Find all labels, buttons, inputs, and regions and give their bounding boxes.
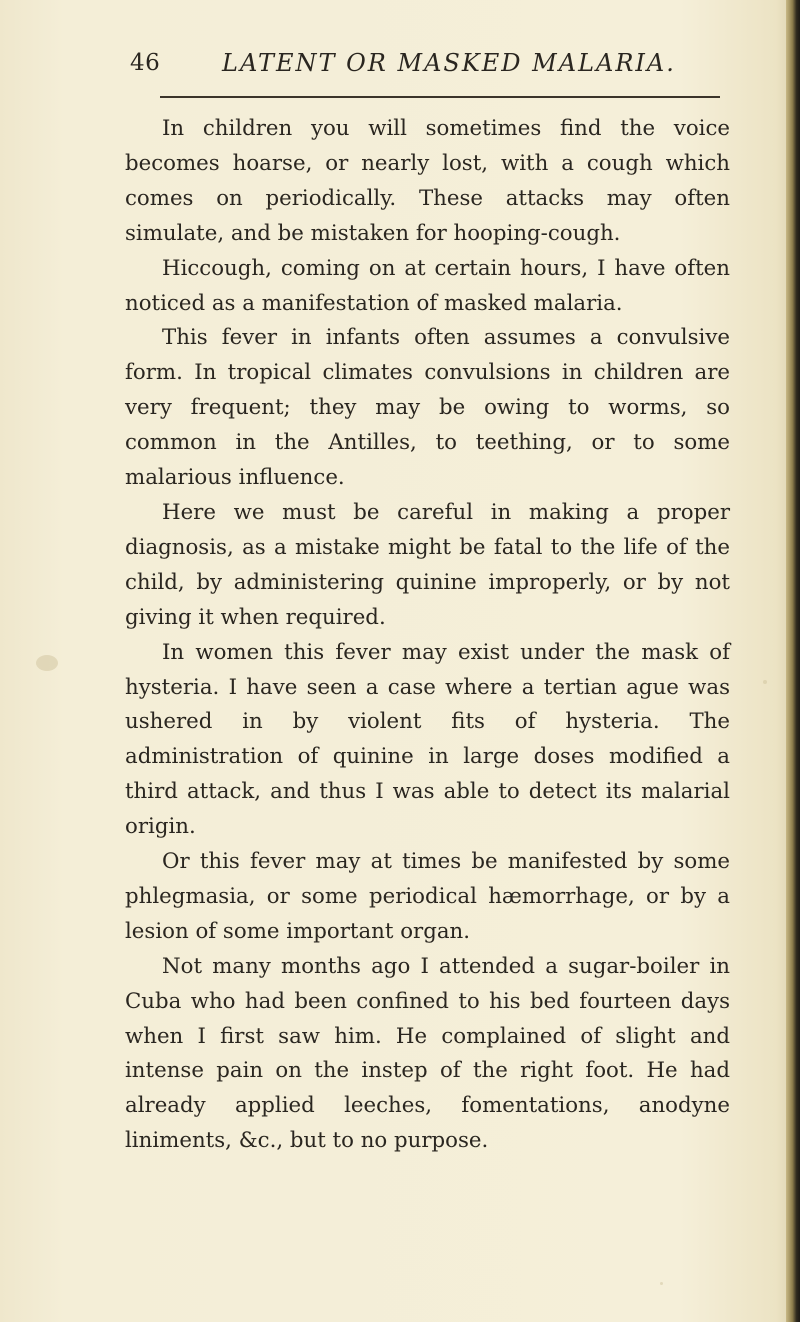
paper-speck xyxy=(36,655,58,671)
paragraph: Or this fever may at times be manifested by some phlegmasia, or some periodical hæmorrhage, or by a lesion of some important organ. xyxy=(125,849,730,944)
header-rule xyxy=(160,96,720,98)
paragraph: Hiccough, coming on at certain hours, I have often noticed as a manifestation of masked malaria. xyxy=(125,255,730,316)
running-title: LATENT OR MASKED MALARIA. xyxy=(222,49,676,77)
paper-speck xyxy=(660,1282,663,1285)
paragraph: This fever in infants often assumes a convulsive form. In tropical climates convulsions in children are very frequent; they may be owing to worms, so common in the Antilles, to teething, or to some malarious influence. xyxy=(125,325,730,491)
body-text xyxy=(125,112,730,1159)
paragraph: Not many months ago I attended a sugar-boiler in Cuba who had been confined to his bed fourteen days when I first saw him. He complained of slight and intense pain on the instep of the right foot. He had already applied leeches, fomentations, anodyne liniments, &c., but to no purpose. xyxy=(125,953,730,1154)
page-number: 46 xyxy=(130,50,161,76)
paper-speck xyxy=(763,680,767,684)
paragraph: In children you will sometimes find the voice becomes hoarse, or nearly lost, with a cough which comes on periodically. These attacks may often simulate, and be mistaken for hooping-cough. xyxy=(125,116,730,246)
page-header xyxy=(130,46,720,86)
page-binding-edge xyxy=(786,0,800,1322)
paragraph: In women this fever may exist under the mask of hysteria. I have seen a case where a tertian ague was ushered in by violent fits of hysteria. The administration of quinine in large doses modified a third attack, and thus I was able to detect its malarial origin. xyxy=(125,639,730,840)
paragraph: Here we must be careful in making a proper diagnosis, as a mistake might be fatal to the life of the child, by administering quinine improperly, or by not giving it when required. xyxy=(125,499,730,630)
